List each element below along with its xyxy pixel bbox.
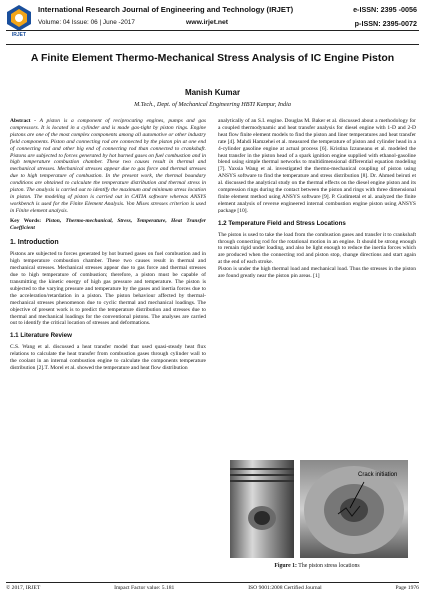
journal-name: International Research Journal of Engineering and Technology (IRJET) — [38, 5, 294, 14]
literature-paragraph: C.S. Wang et al. discussed a heat transfer model that used quasi-steady heat flux relations to calculate the heat transfer from combustion gases through cylinder wall to the coolant in an internal combustion engine to calculate the components temperature distribution [2].T. Morel et al. showed the temperature and heat flow distribution — [10, 344, 206, 371]
right-column — [218, 118, 416, 283]
irjet-logo-icon — [6, 4, 32, 32]
keywords-text: Piston, Thermo-mechanical, Stress, Temperature, Heat Transfer Coefficient — [10, 217, 206, 231]
left-column — [10, 118, 206, 375]
logo-text: IRJET — [11, 32, 27, 38]
author-affiliation: M.Tech., Dept. of Mechanical Engineering HBTI Kanpur, India — [134, 101, 291, 108]
volume-issue: Volume: 04 Issue: 06 | June -2017 — [38, 19, 135, 26]
copyright: © 2017, IRJET — [6, 585, 41, 591]
page-footer — [6, 585, 419, 591]
paper-author: Manish Kumar — [184, 88, 241, 97]
p-issn: p-ISSN: 2395-0072 — [354, 19, 417, 28]
abstract-label: Abstract - — [10, 118, 36, 124]
temperature-paragraph: The piston is used to take the load from the combustion gases and transfer it to crankshaft through connecting rod for the rotational motion in an engine. It should be strong enough to remain rigid under loading, and also be light enough to reduce the inertia forces which are produced when the connecting rod and piston stop, change directions and start again at the end of each stroke. — [218, 231, 416, 266]
impact-factor: Impact Factor value: 5.181 — [114, 585, 175, 591]
figure-caption-text: The piston stress locations — [296, 563, 360, 569]
intro-heading: 1. Introduction — [10, 238, 59, 246]
paper-title: A Finite Element Thermo-Mechanical Stress Analysis of IC Engine Piston — [30, 52, 395, 64]
intro-paragraph: Pistons are subjected to forces generated by hot burned gases on fuel combustion and in high temperature combustion chamber. These two causes result in thermal and mechanical stresses. Mechanical stresses appear due to gas force and thermal stresses due to high temperature of combustion; therefore, a piston must be capable of transmitting the kinetic energy of high gas pressure and temperature. The piston is subjected to the varying pressure and temperature by the gases and inertia forces due to the acceleration/retardation in a piston. The piston behaviour affected by thermal-mechanical stresses phenomenon due to cyclic thermal and mechanical loadings. The objective of present work is to predict the temperature distribution and stresses due to thermal and mechanical loadings for the conventional pistons. The analyses are carried out to identify the critical location of stresses and deformations. — [10, 251, 206, 327]
crack-initiation-label: Crack initiation — [358, 472, 398, 478]
e-issn: e-ISSN: 2395 -0056 — [353, 5, 417, 14]
literature-heading: 1.1 Literature Review — [10, 332, 72, 340]
iso-certification: ISO 9001:2008 Certified Journal — [248, 585, 322, 591]
literature-continued: analytically of an S.I. engine. Douglas M. Baker et al. discussed about a methodology for a coupled thermodynamic and heat transfer analysis for diesel engine with 1-D and 2-D heat flow finite element models to find the piston and liner temperatures and heat transfer rate [4]. Mahdi Hamzehei et al. measured the temperature of piston and cylinder head in a 4-cylinder gasoline engine at actual process [6]. Kristina Izzuneanu et al. modeled the heat transfer in the piston head of a spark ignition engine supplied with ethanol-gasoline blend using simple thermal networks to multidimensional differential equation modeling [7]. Yaxsia Wang et al. investigated the thermo-mechanical coupling of piston using ANSYS software to find the temperature and stress distribution [8]. Dr. Ahmed beiruti et al. discussed the analytical study on the thermal effects on the diesel engine piston and its compression rings during the contact between the piston and rings with three dimensional finite element method using ANSYS software [9]. P. Gudimetal et al. analyzed the finite element analysis of reverse engineered internal combustion engine piston using ANSYS package [10]. — [218, 118, 416, 214]
keywords-label: Key Words: — [10, 217, 42, 224]
abstract-text: A piston is a component of reciprocating engines, pumps and gas compressors. It is located in a cylinder and is made gas-tight by piston rings. Engine pistons are one of the most complex components among all automotive or other industry field components. Piston and connecting rod are connected by the piston pin at one end of connecting rod and other big end of connecting rod than connected to crankshaft. Pistons are subjected to forces generated by hot burned gases on fuel combustion and in high temperature combustion chamber. These two causes result in thermal and mechanical stresses. Mechanical stresses appear due to gas force and thermal stresses due to high temperature of combustion. In the present work, the thermal boundary conditions are obtained to calculate the temperature distribution and thermal stress in piston. The analysis is carried out to identify the maximum and minimum stress location in piston. The modeling of piston is carried out in CATIA software whereas ANSYS workbench is used for the Finite Element Analysis. Von Mises stresses criterion is used in Finite element analysis. — [10, 118, 206, 214]
piston-stress-figure — [226, 456, 412, 561]
journal-website-link[interactable]: www.irjet.net — [186, 19, 229, 26]
abstract — [10, 118, 206, 215]
header-divider — [6, 30, 419, 31]
figure-caption-label: Figure 1: — [274, 563, 297, 569]
keywords — [10, 218, 206, 232]
figure-caption — [218, 563, 416, 569]
header-divider-bottom — [6, 44, 419, 45]
page-number: Page 1976 — [395, 585, 419, 591]
temperature-heading: 1.2 Temperature Field and Stress Locations — [218, 219, 346, 227]
temperature-paragraph-2: Piston is under the high thermal load and mechanical load. Thus the stresses in the piston are found greatly near the piston pin areas. [1] — [218, 266, 416, 280]
journal-header — [0, 0, 425, 46]
footer-divider — [6, 582, 419, 583]
